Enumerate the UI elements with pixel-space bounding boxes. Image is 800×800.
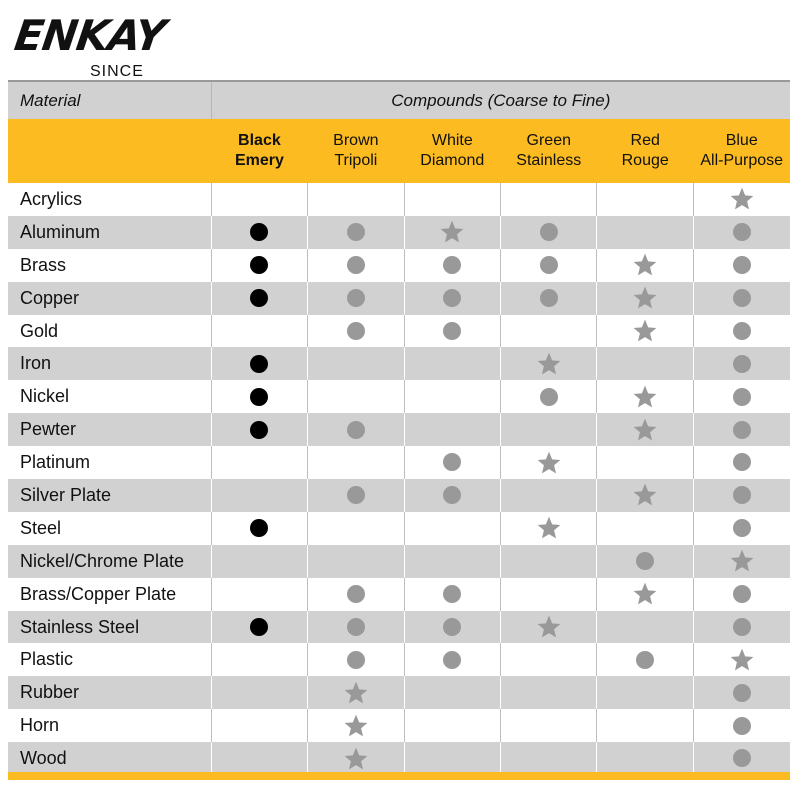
compound-cell bbox=[308, 545, 404, 578]
brand-name: ENKAY bbox=[11, 11, 168, 60]
gray-dot-icon bbox=[733, 585, 751, 603]
compound-cell bbox=[211, 216, 307, 249]
compound-chart-table bbox=[8, 80, 790, 775]
compound-cell bbox=[308, 183, 404, 216]
gray-dot-icon bbox=[347, 486, 365, 504]
compound-cell bbox=[501, 380, 597, 413]
compound-cell bbox=[404, 446, 500, 479]
material-name: Rubber bbox=[8, 676, 211, 709]
star-icon bbox=[632, 318, 658, 344]
gray-dot-icon bbox=[347, 322, 365, 340]
gray-dot-icon bbox=[733, 717, 751, 735]
gray-dot-icon bbox=[733, 289, 751, 307]
compound-cell bbox=[597, 709, 693, 742]
gray-dot-icon bbox=[540, 256, 558, 274]
compound-cell bbox=[693, 611, 790, 644]
compound-cell bbox=[501, 446, 597, 479]
compound-cell bbox=[211, 347, 307, 380]
gray-dot-icon bbox=[540, 223, 558, 241]
compound-name-line1: Red bbox=[630, 132, 660, 149]
compound-cell bbox=[308, 479, 404, 512]
star-icon bbox=[632, 482, 658, 508]
compound-cell bbox=[597, 183, 693, 216]
material-header: Material bbox=[8, 81, 211, 119]
gray-dot-icon bbox=[347, 421, 365, 439]
compound-cell bbox=[404, 216, 500, 249]
material-row bbox=[8, 512, 790, 545]
compound-cell bbox=[693, 742, 790, 775]
star-icon bbox=[632, 384, 658, 410]
material-row bbox=[8, 545, 790, 578]
compound-cell bbox=[597, 347, 693, 380]
compound-cell bbox=[501, 512, 597, 545]
compound-cell bbox=[308, 512, 404, 545]
material-name: Pewter bbox=[8, 413, 211, 446]
compound-cell bbox=[693, 479, 790, 512]
compound-cell bbox=[693, 676, 790, 709]
gray-dot-icon bbox=[733, 618, 751, 636]
compound-header-2 bbox=[404, 119, 500, 183]
compound-cell bbox=[404, 578, 500, 611]
star-icon bbox=[343, 746, 369, 772]
compound-cell bbox=[693, 216, 790, 249]
compound-cell bbox=[404, 545, 500, 578]
compound-cell bbox=[308, 216, 404, 249]
compound-cell bbox=[501, 611, 597, 644]
gray-dot-icon bbox=[733, 749, 751, 767]
material-name: Nickel/Chrome Plate bbox=[8, 545, 211, 578]
compound-cell bbox=[501, 676, 597, 709]
compound-cell bbox=[404, 380, 500, 413]
material-row bbox=[8, 611, 790, 644]
star-icon bbox=[729, 647, 755, 673]
material-name: Brass bbox=[8, 249, 211, 282]
material-name: Aluminum bbox=[8, 216, 211, 249]
material-row bbox=[8, 183, 790, 216]
compound-cell bbox=[404, 611, 500, 644]
material-rows bbox=[8, 183, 790, 775]
material-name: Plastic bbox=[8, 643, 211, 676]
compound-cell bbox=[308, 611, 404, 644]
gray-dot-icon bbox=[443, 322, 461, 340]
compound-name-line2: Rouge bbox=[621, 152, 669, 169]
compound-cell bbox=[404, 347, 500, 380]
compound-cell bbox=[597, 676, 693, 709]
black-dot-icon bbox=[250, 388, 268, 406]
compound-cell bbox=[308, 380, 404, 413]
gray-dot-icon bbox=[733, 684, 751, 702]
compound-cell bbox=[501, 479, 597, 512]
compound-cell bbox=[211, 578, 307, 611]
gray-dot-icon bbox=[733, 486, 751, 504]
material-row bbox=[8, 380, 790, 413]
compound-cell bbox=[597, 578, 693, 611]
compound-cell bbox=[693, 282, 790, 315]
gray-dot-icon bbox=[733, 519, 751, 537]
material-name: Copper bbox=[8, 282, 211, 315]
gray-dot-icon bbox=[443, 256, 461, 274]
material-row bbox=[8, 282, 790, 315]
compound-cell bbox=[308, 249, 404, 282]
compound-name-line2: Stainless bbox=[516, 152, 582, 169]
black-dot-icon bbox=[250, 256, 268, 274]
compound-cell bbox=[597, 282, 693, 315]
star-icon bbox=[536, 515, 562, 541]
gray-dot-icon bbox=[636, 552, 654, 570]
compound-cell bbox=[211, 413, 307, 446]
material-name: Nickel bbox=[8, 380, 211, 413]
compound-cell bbox=[693, 512, 790, 545]
gray-dot-icon bbox=[540, 388, 558, 406]
compound-cell bbox=[597, 479, 693, 512]
material-row bbox=[8, 347, 790, 380]
material-name: Iron bbox=[8, 347, 211, 380]
gray-dot-icon bbox=[443, 585, 461, 603]
gray-dot-icon bbox=[347, 618, 365, 636]
compound-name-line2: Tripoli bbox=[334, 152, 378, 169]
compound-cell bbox=[597, 742, 693, 775]
compound-cell bbox=[597, 611, 693, 644]
star-icon bbox=[536, 450, 562, 476]
compound-cell bbox=[404, 643, 500, 676]
compound-cell bbox=[211, 249, 307, 282]
black-dot-icon bbox=[250, 421, 268, 439]
black-dot-icon bbox=[250, 618, 268, 636]
gray-dot-icon bbox=[733, 223, 751, 241]
gray-dot-icon bbox=[733, 355, 751, 373]
compound-name-line2: Diamond bbox=[420, 152, 485, 169]
compound-cell bbox=[693, 347, 790, 380]
material-row bbox=[8, 578, 790, 611]
compound-header-4 bbox=[597, 119, 693, 183]
compound-cell bbox=[211, 282, 307, 315]
brand-tagline: SINCE bbox=[90, 63, 144, 80]
compound-cell bbox=[501, 216, 597, 249]
compound-cell bbox=[501, 709, 597, 742]
compound-cell bbox=[404, 315, 500, 348]
compound-name-line1: Brown bbox=[333, 132, 379, 149]
compound-cell bbox=[308, 709, 404, 742]
material-row bbox=[8, 249, 790, 282]
star-icon bbox=[729, 548, 755, 574]
material-row bbox=[8, 413, 790, 446]
material-row bbox=[8, 643, 790, 676]
material-row bbox=[8, 446, 790, 479]
compound-cell bbox=[501, 249, 597, 282]
star-icon bbox=[343, 680, 369, 706]
compound-cell bbox=[404, 282, 500, 315]
material-name: Steel bbox=[8, 512, 211, 545]
star-icon bbox=[729, 186, 755, 212]
compound-cell bbox=[211, 512, 307, 545]
compound-cell bbox=[308, 742, 404, 775]
compound-cell bbox=[404, 676, 500, 709]
compound-cell bbox=[501, 347, 597, 380]
compound-cell bbox=[404, 249, 500, 282]
compound-cell bbox=[211, 709, 307, 742]
gray-dot-icon bbox=[347, 256, 365, 274]
star-icon bbox=[343, 713, 369, 739]
gray-dot-icon bbox=[733, 453, 751, 471]
compound-cell bbox=[308, 413, 404, 446]
compound-cell bbox=[501, 282, 597, 315]
gray-dot-icon bbox=[733, 322, 751, 340]
compound-name-line1: Blue bbox=[725, 132, 758, 149]
gray-dot-icon bbox=[540, 289, 558, 307]
gray-dot-icon bbox=[443, 651, 461, 669]
compound-cell bbox=[211, 479, 307, 512]
compound-cell bbox=[308, 676, 404, 709]
compound-cell bbox=[501, 742, 597, 775]
star-icon bbox=[632, 285, 658, 311]
material-name: Gold bbox=[8, 315, 211, 348]
star-icon bbox=[536, 614, 562, 640]
compound-cell bbox=[308, 282, 404, 315]
compound-name-line1: White bbox=[431, 132, 473, 149]
compound-name-line1: Green bbox=[526, 132, 571, 149]
star-icon bbox=[536, 351, 562, 377]
compound-cell bbox=[501, 643, 597, 676]
compound-name-line2: All-Purpose bbox=[700, 152, 784, 169]
material-name: Wood bbox=[8, 742, 211, 775]
gray-dot-icon bbox=[347, 289, 365, 307]
compound-cell bbox=[404, 742, 500, 775]
compound-cell bbox=[404, 479, 500, 512]
compound-name-line2: Emery bbox=[234, 152, 284, 169]
material-row bbox=[8, 315, 790, 348]
compound-cell bbox=[404, 183, 500, 216]
star-icon bbox=[632, 581, 658, 607]
compound-cell bbox=[693, 249, 790, 282]
material-name: Silver Plate bbox=[8, 479, 211, 512]
compound-cell bbox=[693, 578, 790, 611]
compound-cell bbox=[693, 446, 790, 479]
compound-cell bbox=[308, 643, 404, 676]
compound-cell bbox=[693, 545, 790, 578]
compound-cell bbox=[597, 380, 693, 413]
compound-cell bbox=[308, 578, 404, 611]
material-name: Acrylics bbox=[8, 183, 211, 216]
compound-cell bbox=[308, 315, 404, 348]
compound-header-5 bbox=[693, 119, 790, 183]
compound-header-3 bbox=[501, 119, 597, 183]
compound-cell bbox=[211, 545, 307, 578]
compound-cell bbox=[501, 545, 597, 578]
compound-cell bbox=[211, 676, 307, 709]
compound-name-line1: Black bbox=[238, 132, 281, 149]
gray-dot-icon bbox=[443, 453, 461, 471]
compound-cell bbox=[308, 446, 404, 479]
gray-dot-icon bbox=[733, 388, 751, 406]
compound-header-blank bbox=[8, 119, 211, 183]
compound-cell bbox=[211, 742, 307, 775]
gray-dot-icon bbox=[347, 585, 365, 603]
compound-cell bbox=[693, 709, 790, 742]
compound-cell bbox=[597, 249, 693, 282]
material-name: Stainless Steel bbox=[8, 611, 211, 644]
compound-cell bbox=[501, 578, 597, 611]
compound-cell bbox=[693, 413, 790, 446]
gray-dot-icon bbox=[347, 651, 365, 669]
material-row bbox=[8, 479, 790, 512]
compound-cell bbox=[211, 315, 307, 348]
compound-cell bbox=[597, 446, 693, 479]
compound-cell bbox=[597, 216, 693, 249]
compound-cell bbox=[501, 183, 597, 216]
star-icon bbox=[632, 417, 658, 443]
gray-dot-icon bbox=[733, 421, 751, 439]
gray-dot-icon bbox=[443, 289, 461, 307]
compound-cell bbox=[597, 545, 693, 578]
compound-cell bbox=[211, 380, 307, 413]
black-dot-icon bbox=[250, 519, 268, 537]
compound-cell bbox=[211, 446, 307, 479]
compound-cell bbox=[597, 315, 693, 348]
gray-dot-icon bbox=[347, 223, 365, 241]
compound-cell bbox=[597, 413, 693, 446]
material-row bbox=[8, 742, 790, 775]
compound-cell bbox=[597, 512, 693, 545]
compound-cell bbox=[211, 611, 307, 644]
compound-cell bbox=[308, 347, 404, 380]
compound-header-0 bbox=[211, 119, 307, 183]
material-name: Brass/Copper Plate bbox=[8, 578, 211, 611]
compound-cell bbox=[211, 183, 307, 216]
gray-dot-icon bbox=[443, 486, 461, 504]
gray-dot-icon bbox=[636, 651, 654, 669]
material-row bbox=[8, 709, 790, 742]
compound-cell bbox=[693, 643, 790, 676]
gray-dot-icon bbox=[443, 618, 461, 636]
material-row bbox=[8, 676, 790, 709]
compound-names-row bbox=[8, 119, 790, 183]
black-dot-icon bbox=[250, 289, 268, 307]
compound-cell bbox=[597, 643, 693, 676]
material-name: Platinum bbox=[8, 446, 211, 479]
brand-logo bbox=[11, 11, 188, 80]
compound-cell bbox=[211, 643, 307, 676]
black-dot-icon bbox=[250, 223, 268, 241]
compound-cell bbox=[693, 183, 790, 216]
compound-cell bbox=[404, 413, 500, 446]
compound-cell bbox=[501, 315, 597, 348]
footer-bar bbox=[8, 772, 790, 780]
compound-cell bbox=[404, 512, 500, 545]
compound-cell bbox=[501, 413, 597, 446]
compound-cell bbox=[693, 380, 790, 413]
compound-cell bbox=[404, 709, 500, 742]
star-icon bbox=[632, 252, 658, 278]
black-dot-icon bbox=[250, 355, 268, 373]
material-name: Horn bbox=[8, 709, 211, 742]
compounds-header: Compounds (Coarse to Fine) bbox=[211, 81, 790, 119]
compound-header-1 bbox=[308, 119, 404, 183]
material-row bbox=[8, 216, 790, 249]
header-row bbox=[8, 81, 790, 119]
compound-cell bbox=[693, 315, 790, 348]
gray-dot-icon bbox=[733, 256, 751, 274]
star-icon bbox=[439, 219, 465, 245]
